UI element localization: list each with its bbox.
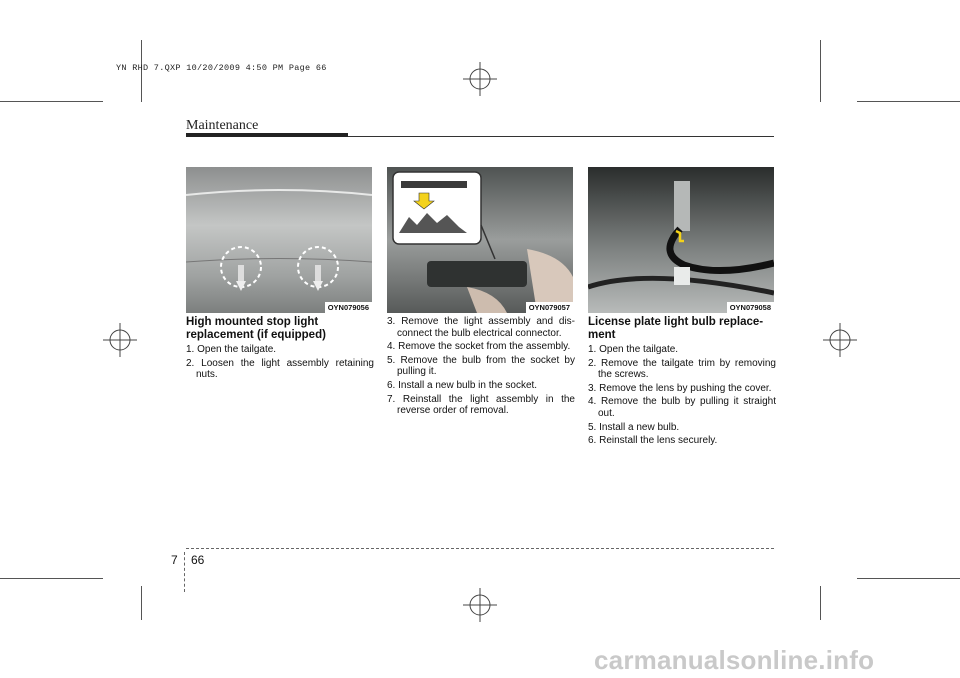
watermark: carmanualsonline.info [594, 645, 875, 675]
step-item: 1. Open the tailgate. [186, 344, 277, 355]
crop-mark [820, 40, 821, 102]
step-list [186, 344, 374, 381]
step-list [588, 344, 776, 447]
step-item: 3. Remove the light assembly and dis-connect the bulb electrical connector. [387, 316, 575, 339]
registration-mark-icon [823, 323, 857, 357]
step-item: 6. Reinstall the lens securely. [588, 435, 718, 447]
image-code: OYN079056 [325, 302, 372, 313]
illustration-tailgate-nuts [186, 167, 372, 313]
step-item: 2. Loosen the light assembly retaining nuts. [186, 357, 374, 381]
crop-mark [0, 578, 103, 579]
step-item: 2. Remove the tailgate trim by removing the screws. [588, 357, 776, 381]
step-item: 7. Reinstall the light assembly in the reverse order of removal. [387, 393, 575, 417]
text-column-middle [387, 316, 575, 419]
registration-mark-icon [463, 62, 497, 96]
page-separator [184, 552, 186, 592]
text-column-left [186, 316, 374, 383]
chapter-number: 7 [171, 553, 178, 567]
step-item: 1. Open the tailgate. [588, 344, 679, 355]
step-item: 4. Remove the socket from the assembly. [387, 341, 571, 353]
image-code: OYN079058 [727, 302, 774, 313]
header-rule-accent [186, 133, 348, 137]
crop-mark [857, 578, 960, 579]
crop-mark [0, 101, 103, 102]
crop-mark [141, 586, 142, 620]
text-column-right [588, 316, 776, 449]
page-number: 66 [191, 553, 205, 567]
registration-mark-icon [463, 588, 497, 622]
crop-mark [857, 101, 960, 102]
heading-license-plate: License plate light bulb replace-ment [588, 316, 764, 341]
illustration-license-plate-light [588, 167, 774, 313]
section-title: Maintenance [186, 118, 259, 133]
step-item: 4. Remove the bulb by pulling it straight out. [588, 396, 776, 419]
image-code: OYN079057 [526, 302, 573, 313]
step-item: 6. Install a new bulb in the socket. [387, 379, 538, 391]
registration-mark-icon [103, 323, 137, 357]
crop-mark [820, 586, 821, 620]
print-slug: YN RHD 7.QXP 10/20/2009 4:50 PM Page 66 [116, 63, 327, 73]
illustration-stop-light-assembly [387, 167, 573, 313]
step-item: 5. Install a new bulb. [588, 421, 680, 433]
footer-rule [186, 548, 774, 549]
step-list [387, 316, 575, 417]
heading-stop-light: High mounted stop light replacement (if equipped) [186, 316, 326, 341]
step-item: 5. Remove the bulb from the socket by pulling it. [387, 354, 575, 378]
step-item: 3. Remove the lens by pushing the cover. [588, 382, 772, 394]
